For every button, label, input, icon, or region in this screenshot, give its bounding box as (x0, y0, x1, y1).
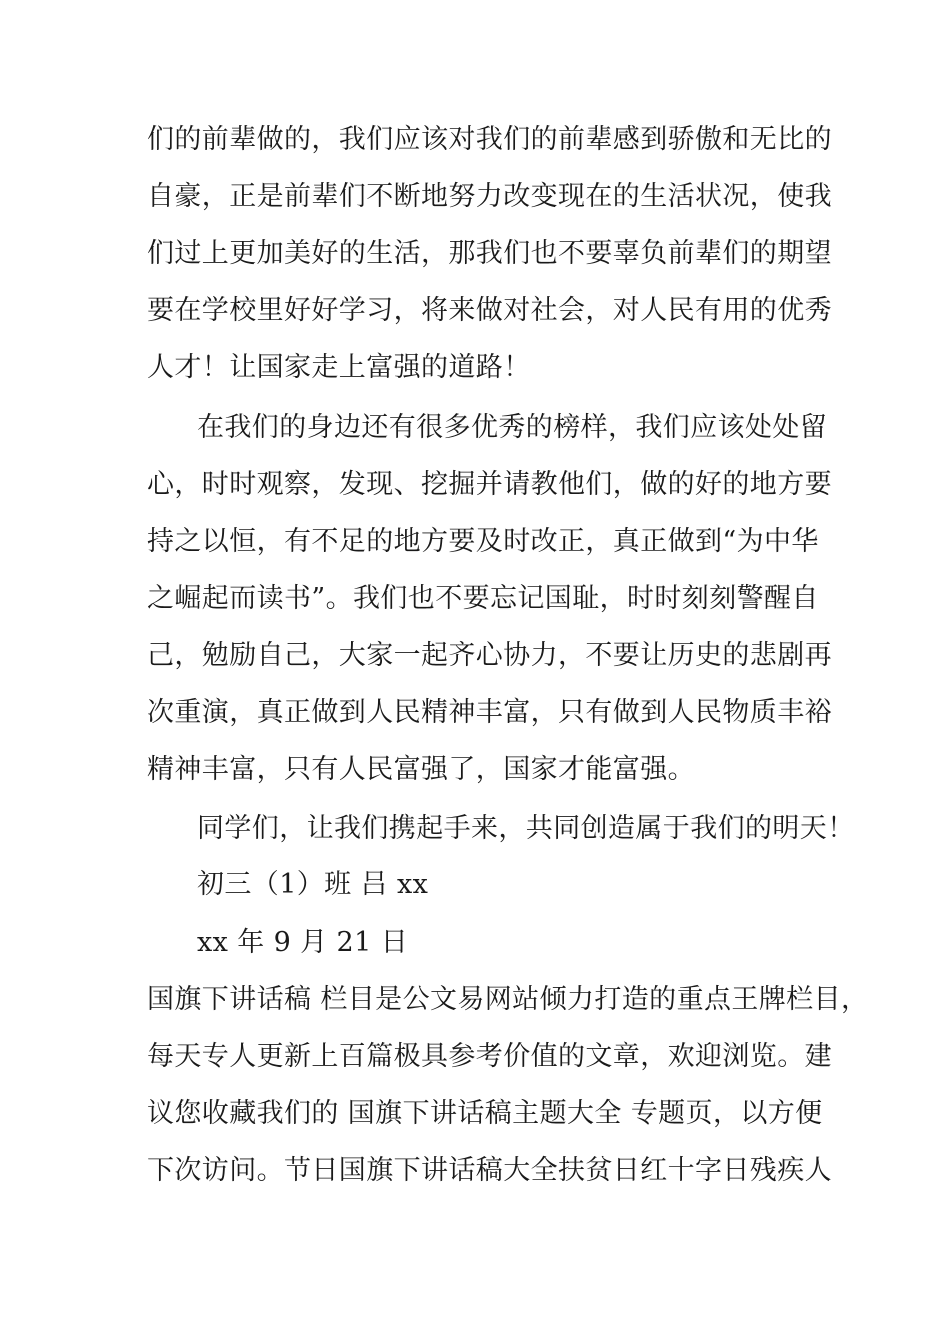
footer-text-line: 国旗下讲话稿 栏目是公文易网站倾力打造的重点王牌栏目， (147, 984, 869, 1015)
text-line: 之崛起而读书”。我们也不要忘记国耻，时时刻刻警醒自 (147, 583, 819, 614)
footer-text-line: 下次访问。节日国旗下讲话稿大全扶贫日红十字日残疾人 (147, 1155, 832, 1186)
text-line: 要在学校里好好学习，将来做对社会，对人民有用的优秀 (147, 295, 832, 326)
text-line: 们的前辈做的，我们应该对我们的前辈感到骄傲和无比的 (147, 124, 832, 155)
text-line: 己，勉励自己，大家一起齐心协力，不要让历史的悲剧再 (147, 640, 832, 671)
text-line: 心，时时观察，发现、挖掘并请教他们，做的好的地方要 (147, 469, 832, 500)
text-line: 次重演，真正做到人民精神丰富，只有做到人民物质丰裕 (147, 697, 832, 728)
footer-text-line: 议您收藏我们的 国旗下讲话稿主题大全 专题页，以方便 (147, 1098, 823, 1129)
closing-line: 同学们，让我们携起手来，共同创造属于我们的明天！ (197, 813, 855, 844)
signature-class: 初三（1）班 吕 xx (197, 869, 429, 900)
text-line: 们过上更加美好的生活，那我们也不要辜负前辈们的期望 (147, 238, 832, 269)
footer-text-line: 每天专人更新上百篇极具参考价值的文章，欢迎浏览。建 (147, 1041, 832, 1072)
text-line: 人才！让国家走上富强的道路！ (147, 352, 531, 383)
paragraph-start-line: 在我们的身边还有很多优秀的榜样，我们应该处处留 (197, 412, 828, 443)
text-line: 自豪，正是前辈们不断地努力改变现在的生活状况，使我 (147, 181, 832, 212)
text-line: 持之以恒，有不足的地方要及时改正，真正做到“为中华 (147, 526, 819, 557)
text-line: 精神丰富，只有人民富强了，国家才能富强。 (147, 754, 695, 785)
signature-date: xx 年 9 月 21 日 (197, 927, 409, 958)
